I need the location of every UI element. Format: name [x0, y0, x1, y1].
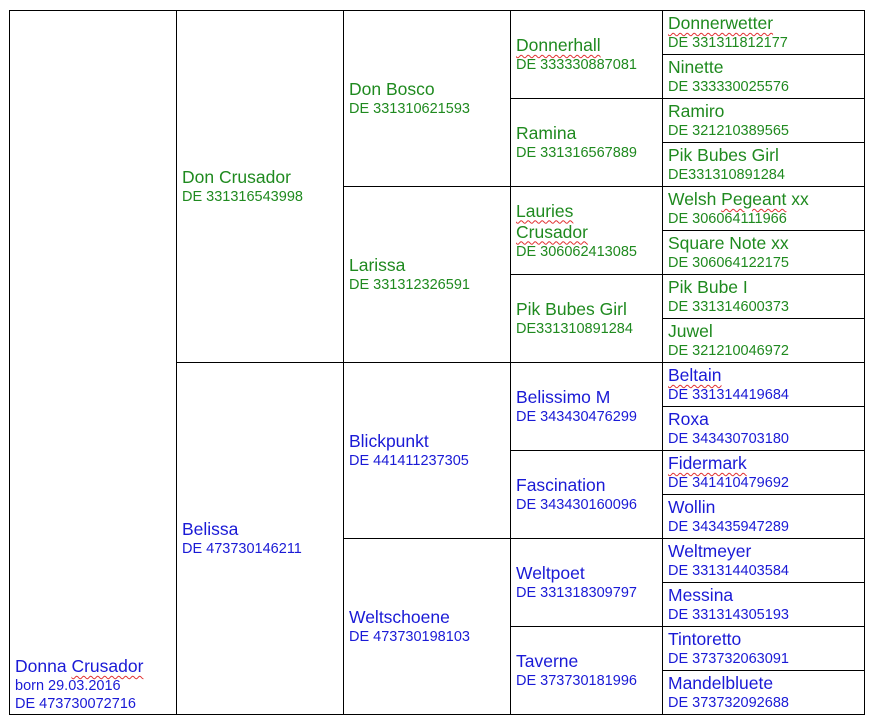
- gggp-name: Wollin: [668, 497, 716, 517]
- gp-name: Don Bosco: [349, 79, 435, 99]
- subject-reg: DE 473730072716: [15, 696, 136, 712]
- ggp-name: Taverne: [516, 651, 579, 671]
- ggp-reg: DE 306062413085: [516, 243, 637, 260]
- ggp-reg: DE 333330887081: [516, 57, 637, 73]
- gp-reg: DE 441411237305: [349, 453, 469, 469]
- gggp-reg: DE 321210389565: [668, 123, 789, 139]
- gggp-cell: [663, 143, 865, 187]
- ggp-reg: DE331310891284: [516, 321, 633, 337]
- ggp-cell: [511, 363, 663, 451]
- gggp-cell: [663, 231, 865, 275]
- gp-name: Weltschoene: [349, 607, 450, 627]
- sire-name: Don Crusador: [182, 167, 291, 187]
- ggp-reg: DE 343430160096: [516, 497, 637, 513]
- gggp-cell: [663, 11, 865, 55]
- gggp-name: Pik Bube I: [668, 277, 748, 297]
- ggp-reg: DE 373730181996: [516, 673, 637, 689]
- gggp-reg: DE 373732063091: [668, 651, 789, 667]
- gp-name: Blickpunkt: [349, 431, 429, 451]
- gggp-name: Donnerwetter: [668, 13, 774, 33]
- ggp-cell: [511, 627, 663, 715]
- ggp-name: Belissimo M: [516, 387, 611, 407]
- gp-cell: [344, 363, 511, 539]
- ggp-name-line1: Lauries: [516, 200, 574, 221]
- ggp-cell: [511, 187, 663, 275]
- gp-reg: DE 473730198103: [349, 629, 470, 645]
- gggp-reg: DE 341410479692: [668, 475, 789, 491]
- gp-cell: [344, 11, 511, 187]
- gggp-cell: [663, 671, 865, 715]
- gggp-reg: DE 331314600373: [668, 299, 789, 315]
- ggp-name: Donnerhall: [516, 35, 601, 55]
- gp-reg: DE 331310621593: [349, 101, 470, 117]
- gp-name: Larissa: [349, 255, 406, 275]
- gggp-cell: [663, 407, 865, 451]
- gggp-cell: [663, 539, 865, 583]
- ggp-reg: DE 343430476299: [516, 409, 637, 425]
- gggp-reg: DE 373732092688: [668, 695, 789, 711]
- gggp-name: Ramiro: [668, 101, 725, 121]
- ggp-name: Pik Bubes Girl: [516, 299, 627, 319]
- dam-name: Belissa: [182, 519, 239, 539]
- gggp-cell: [663, 495, 865, 539]
- gggp-name: Juwel: [668, 321, 713, 341]
- gggp-name: Messina: [668, 585, 734, 605]
- pedigree-table: [9, 10, 865, 715]
- gggp-cell: [663, 99, 865, 143]
- gggp-reg: DE 306064111966: [668, 211, 787, 227]
- gggp-cell: [663, 187, 865, 231]
- gggp-cell: [663, 627, 865, 671]
- gggp-reg: DE 343435947289: [668, 519, 789, 535]
- gggp-name: Square Note xx: [668, 233, 789, 253]
- ggp-name-line2: Crusador: [516, 221, 588, 242]
- gggp-name: Welsh Pegeant xx: [668, 189, 809, 209]
- ggp-name: Weltpoet: [516, 563, 585, 583]
- ggp-reg: DE 331318309797: [516, 585, 637, 601]
- gggp-name: Roxa: [668, 409, 709, 429]
- gggp-reg: DE 321210046972: [668, 343, 789, 359]
- subject-name: Donna Crusador: [15, 656, 144, 676]
- subject-born: born 29.03.2016: [15, 678, 121, 694]
- gggp-reg: DE 331314305193: [668, 607, 789, 623]
- ggp-name: Fascination: [516, 475, 606, 495]
- gggp-name: Weltmeyer: [668, 541, 752, 561]
- ggp-cell: [511, 451, 663, 539]
- gggp-cell: [663, 319, 865, 363]
- ggp-cell: [511, 99, 663, 187]
- gggp-name: Ninette: [668, 57, 724, 77]
- gggp-reg: DE 331311812177: [668, 35, 788, 51]
- gp-reg: DE 331312326591: [349, 277, 470, 293]
- gggp-reg: DE 331314419684: [668, 387, 789, 403]
- gggp-cell: [663, 451, 865, 495]
- ggp-cell: [511, 275, 663, 363]
- ggp-name: Ramina: [516, 123, 577, 143]
- gp-cell: [344, 187, 511, 363]
- gggp-name: Fidermark: [668, 453, 747, 473]
- gggp-cell: [663, 583, 865, 627]
- gggp-name: Mandelbluete: [668, 673, 774, 693]
- ggp-cell: [511, 11, 663, 99]
- gggp-name: Pik Bubes Girl: [668, 145, 779, 165]
- gp-cell: [344, 539, 511, 715]
- sire-reg: DE 331316543998: [182, 189, 303, 205]
- gggp-reg: DE 333330025576: [668, 79, 789, 95]
- ggp-reg: DE 331316567889: [516, 145, 637, 161]
- dam-reg: DE 473730146211: [182, 541, 302, 557]
- sire-cell: [177, 11, 344, 363]
- ggp-cell: [511, 539, 663, 627]
- subject-cell: [10, 11, 177, 715]
- gggp-cell: [663, 275, 865, 319]
- gggp-name: Beltain: [668, 365, 722, 385]
- gggp-reg: DE 306064122175: [668, 255, 789, 271]
- gggp-cell: [663, 55, 865, 99]
- gggp-cell: [663, 363, 865, 407]
- gggp-reg: DE331310891284: [668, 167, 785, 183]
- gggp-reg: DE 343430703180: [668, 431, 789, 447]
- gggp-reg: DE 331314403584: [668, 563, 789, 579]
- dam-cell: [177, 363, 344, 715]
- gggp-name: Tintoretto: [668, 629, 742, 649]
